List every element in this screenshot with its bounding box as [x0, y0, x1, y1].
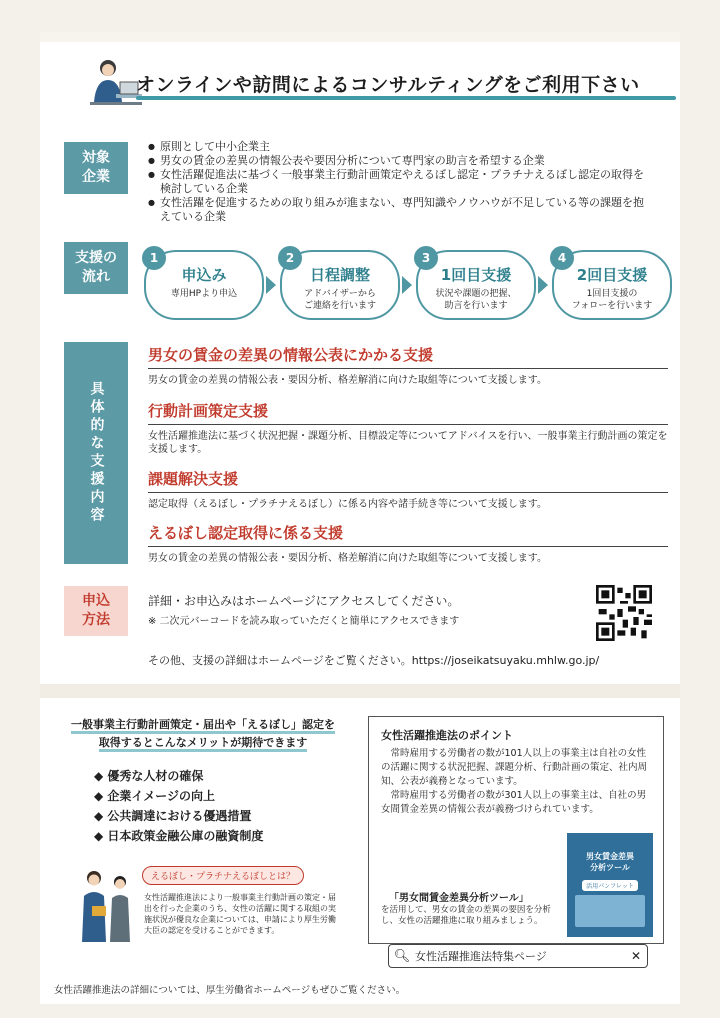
support-title: えるぼし認定取得に係る支援 — [148, 522, 668, 547]
step-number: 2 — [278, 246, 302, 270]
arrow-icon — [402, 276, 412, 294]
list-item: ◆ 企業イメージの向上 — [94, 786, 263, 806]
points-text — [381, 747, 653, 817]
step-desc: 1回目支援の フォローを行います — [571, 289, 653, 311]
step-title: 1回目支援 — [440, 266, 512, 284]
step-desc: 状況や課題の把握、 助言を行います — [435, 289, 517, 311]
list-item: ◆ 公共調達における優遇措置 — [94, 806, 263, 826]
flow-label: 支援の 流れ — [64, 242, 128, 294]
flow-step-2 — [280, 250, 400, 320]
list-item: ◆ 日本政策金融公庫の融資制度 — [94, 826, 263, 846]
flow-step-4 — [552, 250, 672, 320]
target-list — [148, 140, 648, 224]
apply-instruction: 詳細・お申込みはホームページにアクセスしてください。 — [148, 594, 460, 608]
header-bar — [40, 32, 680, 42]
points-paragraph: 常時雇用する労働者の数が101人以上の事業主は自社の女性の活躍に関する状況把握、課題分析、行動計画の策定、社内周知、公表が義務となっています。 — [381, 748, 648, 787]
support-title: 行動計画策定支援 — [148, 400, 668, 425]
support-title: 課題解決支援 — [148, 468, 668, 493]
step-number: 4 — [550, 246, 574, 270]
step-title: 2回目支援 — [576, 266, 648, 284]
business-people-illustration — [76, 866, 138, 946]
support-item-wage-gap — [148, 344, 668, 387]
support-desc: 男女の賃金の差異の情報公表・要因分析、格差解消に向けた取組等について支援します。 — [148, 375, 547, 386]
search-box[interactable] — [388, 944, 648, 968]
arrow-icon — [266, 276, 276, 294]
support-desc: 認定取得（えるぼし・プラチナえるぼし）に係る内容や諸手続き等について支援します。 — [148, 499, 547, 510]
merit-heading-line1: 一般事業主行動計画策定・届出や「えるぼし」認定を — [71, 718, 335, 734]
merit-heading — [68, 716, 338, 752]
support-desc: 女性活躍推進法に基づく状況把握・課題分析、目標設定等についてアドバイスを行い、一般事業主行動計画の策定を支援します。 — [148, 431, 668, 455]
qr-code-icon[interactable] — [596, 585, 652, 641]
support-desc: 男女の賃金の差異の情報公表・要因分析、格差解消に向けた取組等について支援します。 — [148, 553, 547, 564]
step-number: 1 — [142, 246, 166, 270]
list-item: ◆ 優秀な人材の確保 — [94, 766, 263, 786]
pamphlet-title: 男女賃金差異 分析ツール — [586, 852, 634, 872]
eruboshi-tag: えるぼし・プラチナえるぼしとは？ — [142, 866, 304, 885]
eruboshi-description: 女性活躍推進法により一般事業主行動計画の策定・届出を行った企業のうち、女性の活躍に関する取組の実施状況が優良な企業については、申請により厚生労働大臣の認定を受けることができます。 — [144, 893, 336, 935]
section-divider — [40, 684, 680, 698]
support-item-action-plan — [148, 400, 668, 456]
list-item: ● 女性活躍を促進するための取り組みが進まない、専門知識やノウハウが不足している等の課題を抱えている企業 — [148, 196, 648, 224]
merit-heading-line2: 取得するとこんなメリットが期待できます — [99, 736, 308, 752]
step-number: 3 — [414, 246, 438, 270]
footer-text: 女性活躍推進法の詳細については、厚生労働省ホームページもぜひご覧ください。 — [54, 985, 406, 996]
step-desc: 専用HPより申込 — [170, 289, 238, 299]
pamphlet-cover — [567, 833, 653, 937]
arrow-icon — [538, 276, 548, 294]
support-item-eruboshi — [148, 522, 668, 565]
flyer-page — [40, 32, 680, 1004]
tool-description: を活用して、男女の賃金の差異の要因を分析し、女性の活躍推進に取り組みましょう。 — [381, 905, 551, 926]
target-label: 対象 企業 — [64, 142, 128, 194]
support-flow — [144, 246, 674, 324]
support-label: 具体的な支援内容 — [64, 342, 128, 564]
merit-list — [94, 766, 263, 846]
pamphlet-badge: 活用パンフレット — [582, 880, 638, 891]
list-item: ● 原則として中小企業主 — [148, 140, 648, 154]
points-title: 女性活躍推進法のポイント — [381, 729, 513, 742]
list-item: ● 女性活躍促進法に基づく一般事業主行動計画策定やえるぼし認定・プラチナえるぼし認定の取得を検討している企業 — [148, 168, 648, 196]
step-desc: アドバイザーから ご連絡を行います — [303, 289, 376, 311]
apply-label: 申込 方法 — [64, 586, 128, 636]
law-points-box — [368, 716, 664, 944]
list-item: ● 男女の賃金の差異の情報公表や要因分析について専門家の助言を希望する企業 — [148, 154, 648, 168]
flow-step-1 — [144, 250, 264, 320]
support-title: 男女の賃金の差異の情報公表にかかる支援 — [148, 344, 668, 369]
pamphlet-image — [575, 895, 645, 927]
headline-underline — [136, 96, 676, 100]
step-title: 日程調整 — [309, 266, 370, 284]
apply-note: ※ 二次元バーコードを読み取っていただくと簡単にアクセスできます — [148, 616, 460, 627]
flow-step-3 — [416, 250, 536, 320]
close-icon[interactable]: ✕ — [630, 949, 642, 963]
points-paragraph: 常時雇用する労働者の数が301人以上の事業主は、自社の男女間賃金差異の情報公表が義務づけられています。 — [381, 790, 647, 815]
page-headline: オンラインや訪問によるコンサルティングをご利用下さい — [136, 74, 640, 96]
search-icon: 🔍︎ — [393, 948, 411, 964]
apply-other-info: その他、支援の詳細はホームページをご覧ください。https://joseikatsuyaku.mhlw.go.jp/ — [148, 654, 600, 667]
step-title: 申込み — [181, 266, 227, 284]
support-item-problem-solving — [148, 468, 668, 511]
tool-title: 「男女間賃金差異分析ツール」 — [389, 893, 529, 904]
search-query-text[interactable]: 女性活躍推進法特集ページ — [415, 950, 547, 963]
